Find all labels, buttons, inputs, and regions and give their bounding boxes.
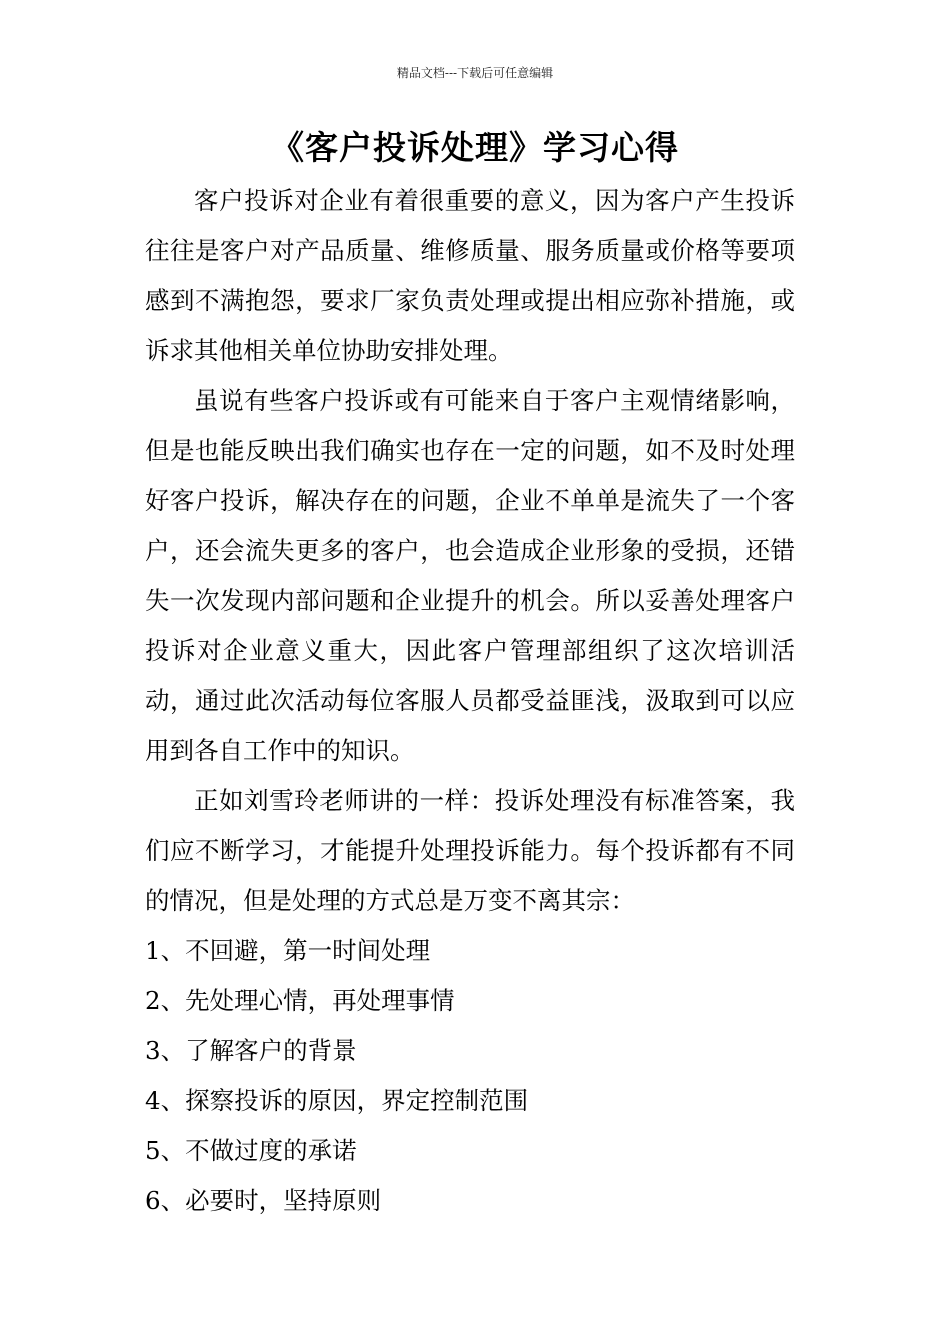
list-item: 1、不回避，第一时间处理 <box>145 936 431 965</box>
principles-list <box>145 926 795 1226</box>
list-item: 6、必要时，坚持原则 <box>145 1186 382 1215</box>
paragraph-principles: 正如刘雪玲老师讲的一样：投诉处理没有标准答案，我们应不断学习，才能提升处理投诉能力。每个投诉都有不同的情况，但是处理的方式总是万变不离其宗： <box>145 786 795 915</box>
document-title: 《客户投诉处理》学习心得 <box>271 128 679 167</box>
list-item: 5、不做过度的承诺 <box>145 1136 357 1165</box>
document-body <box>145 176 795 1226</box>
list-item: 3、了解客户的背景 <box>145 1036 357 1065</box>
paragraph-importance: 虽说有些客户投诉或有可能来自于客户主观情绪影响，但是也能反映出我们确实也存在一定的问题，如不及时处理好客户投诉，解决存在的问题，企业不单单是流失了一个客户，还会流失更多的客户，也会造成企业形象的受损，还错失一次发现内部问题和企业提升的机会。所以妥善处理客户投诉对企业意义重大，因此客户管理部组织了这次培训活动，通过此次活动每位客服人员都受益匪浅，汲取到可以应用到各自工作中的知识。 <box>145 386 795 765</box>
header-note: 精品文档---下载后可任意编辑 <box>396 66 554 80</box>
list-item: 2、先处理心情，再处理事情 <box>145 986 455 1015</box>
list-item: 4、探察投诉的原因，界定控制范围 <box>145 1086 529 1115</box>
paragraph-intro: 客户投诉对企业有着很重要的意义，因为客户产生投诉往往是客户对产品质量、维修质量、服务质量或价格等要项感到不满抱怨，要求厂家负责处理或提出相应弥补措施，或诉求其他相关单位协助安排处理。 <box>145 186 795 365</box>
